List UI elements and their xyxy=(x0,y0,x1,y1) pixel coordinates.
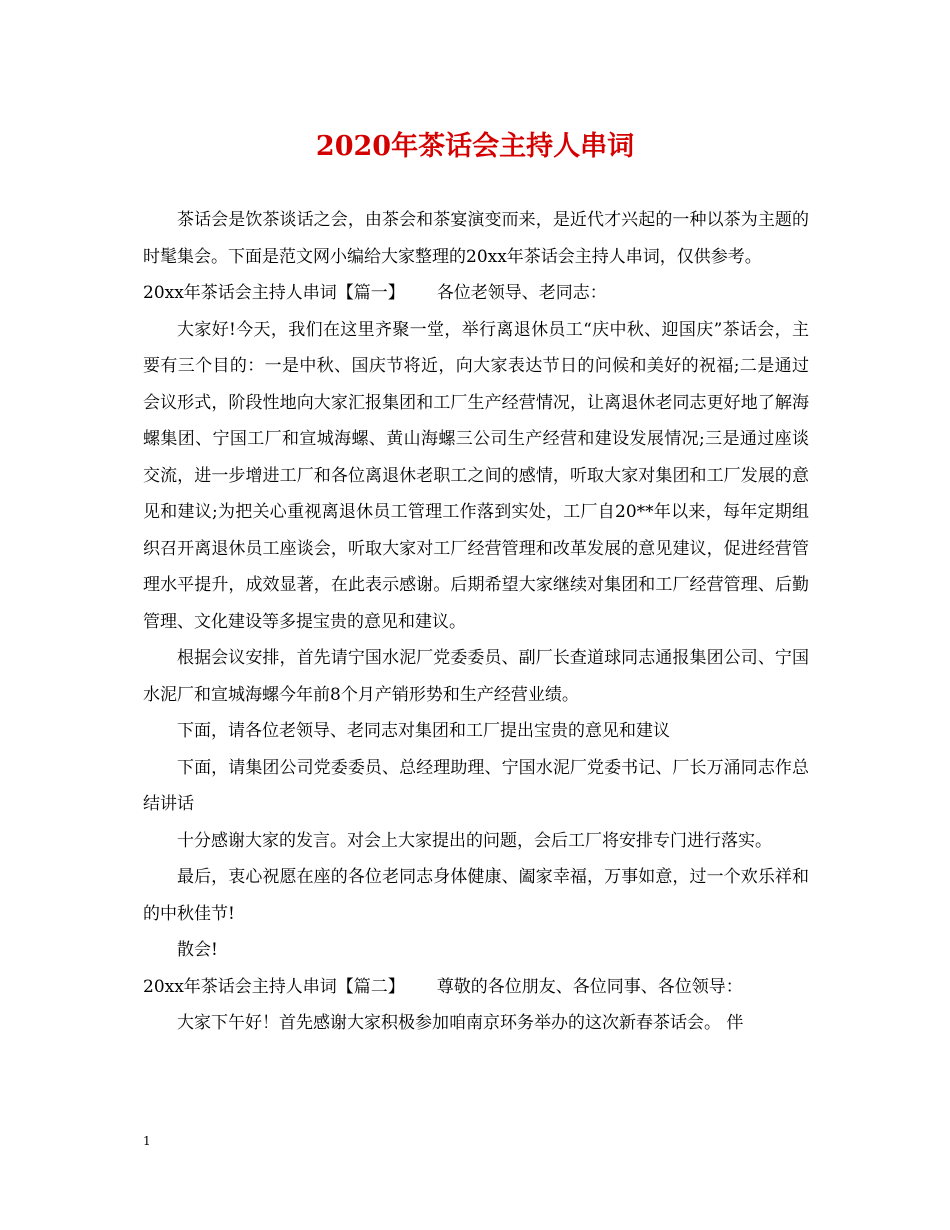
document-body xyxy=(143,202,809,1042)
intro-paragraph: 茶话会是饮茶谈话之会，由茶会和茶宴演变而来，是近代才兴起的一种以茶为主题的时髦集会。下面是范文网小编给大家整理的20xx年茶话会主持人串词，仅供参考。 xyxy=(143,210,809,267)
body-paragraph: 最后，衷心祝愿在座的各位老同志身体健康、阖家幸福，万事如意，过一个欢乐祥和的中秋佳节! xyxy=(143,867,809,924)
document-title: 2020年茶话会主持人串词 xyxy=(315,131,635,162)
body-paragraph: 大家好!今天，我们在这里齐聚一堂，举行离退休员工“庆中秋、迎国庆”茶话会，主要有三个目的：一是中秋、国庆节将近，向大家表达节日的问候和美好的祝福;二是通过会议形式，阶段性地向大家汇报集团和工厂生产经营情况，让离退休老同志更好地了解海螺集团、宁国工厂和宣城海螺、黄山海螺三公司生产经营和建设发展情况;三是通过座谈交流，进一步增进工厂和各位离退休老职工之间的感情，听取大家对集团和工厂发展的意见和建议;为把关心重视离退休员工管理工作落到实处，工厂自20**年以来，每年定期组织召开离退休员工座谈会，听取大家对工厂经营管理和改革发展的意见建议，促进经营管理水平提升，成效显著，在此表示感谢。后期希望大家继续对集团和工厂经营管理、后勤管理、文化建设等多提宝贵的意见和建议。 xyxy=(143,319,809,632)
body-paragraph: 下面，请各位老领导、老同志对集团和工厂提出宝贵的意见和建议 xyxy=(177,721,670,741)
section-title-2: 20xx年茶话会主持人串词【篇二】 xyxy=(143,976,405,997)
body-paragraph: 根据会议安排，首先请宁国水泥厂党委委员、副厂长查道球同志通报集团公司、宁国水泥厂和宣城海螺今年前8个月产销形势和生产经营业绩。 xyxy=(143,648,809,705)
section-heading-1 xyxy=(143,275,809,312)
body-paragraph: 下面，请集团公司党委委员、总经理助理、宁国水泥厂党委书记、厂长万涌同志作总结讲话 xyxy=(143,757,809,814)
section-title-1: 20xx年茶话会主持人串词【篇一】 xyxy=(143,283,405,303)
section-greeting-2: 尊敬的各位朋友、各位同事、各位领导： xyxy=(436,976,743,997)
body-paragraph: 大家下午好！首先感谢大家积极参加咱南京环务举办的这次新春茶话会。 伴 xyxy=(177,1013,744,1033)
body-paragraph: 散会! xyxy=(177,940,218,960)
section-greeting-1: 各位老领导、老同志： xyxy=(436,283,607,303)
body-paragraph: 十分感谢大家的发言。对会上大家提出的问题，会后工厂将安排专门进行落实。 xyxy=(177,830,772,851)
page-number: 1 xyxy=(143,1134,151,1148)
section-heading-2 xyxy=(143,969,809,1006)
